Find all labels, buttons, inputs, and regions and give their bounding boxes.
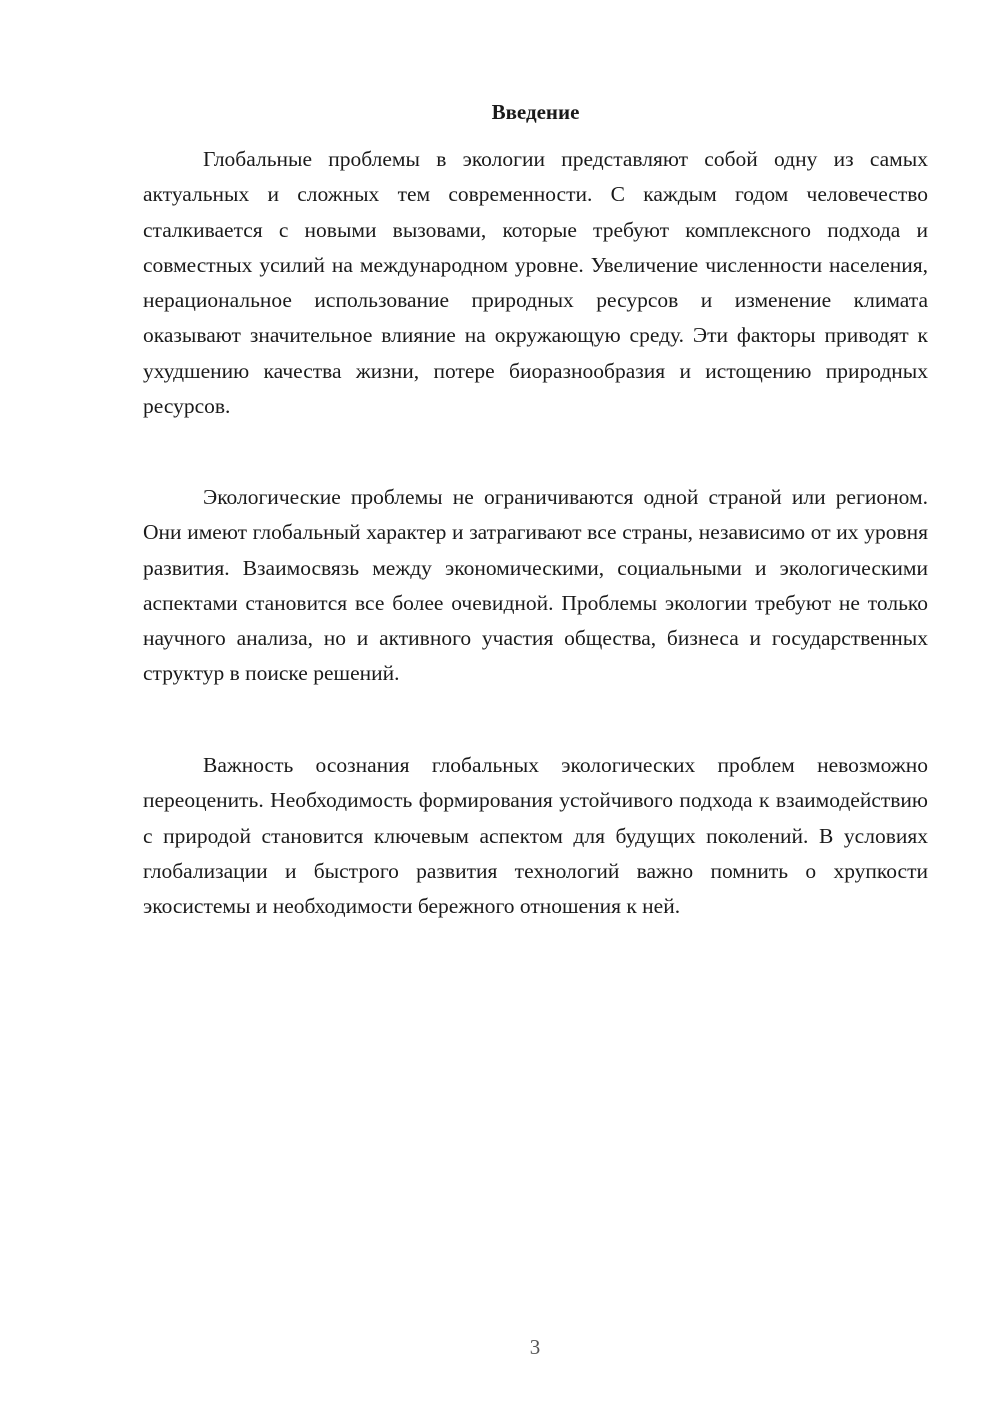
- paragraph-3: Важность осознания глобальных экологических проблем невозможно переоценить. Необходимость формирования устойчивого подхода к взаимодействию с природой становится ключевым аспектом для будущих поколений. В условиях глобализации и быстрого развития технологий важно помнить о хрупкости экосистемы и необходимости бережного отношения к ней.: [143, 753, 928, 919]
- paragraph-2: Экологические проблемы не ограничиваются одной страной или регионом. Они имеют глобальный характер и затрагивают все страны, независимо от их уровня развития. Взаимосвязь между экономическими, социальными и экологическими аспектами становится все более очевидной. Проблемы экологии требуют не только научного анализа, но и активного участия общества, бизнеса и государственных структур в поиске решений.: [143, 485, 928, 686]
- section-heading: Введение: [491, 100, 580, 124]
- page-number: 3: [529, 1335, 541, 1359]
- paragraph-1: Глобальные проблемы в экологии представляют собой одну из самых актуальных и сложных тем современности. С каждым годом человечество сталкивается с новыми вызовами, которые требуют комплексного подхода и совместных усилий на международном уровне. Увеличение численности населения, нерациональное использование природных ресурсов и изменение климата оказывают значительное влияние на окружающую среду. Эти факторы приводят к ухудшению качества жизни, потере биоразнообразия и истощению природных ресурсов.: [143, 147, 928, 419]
